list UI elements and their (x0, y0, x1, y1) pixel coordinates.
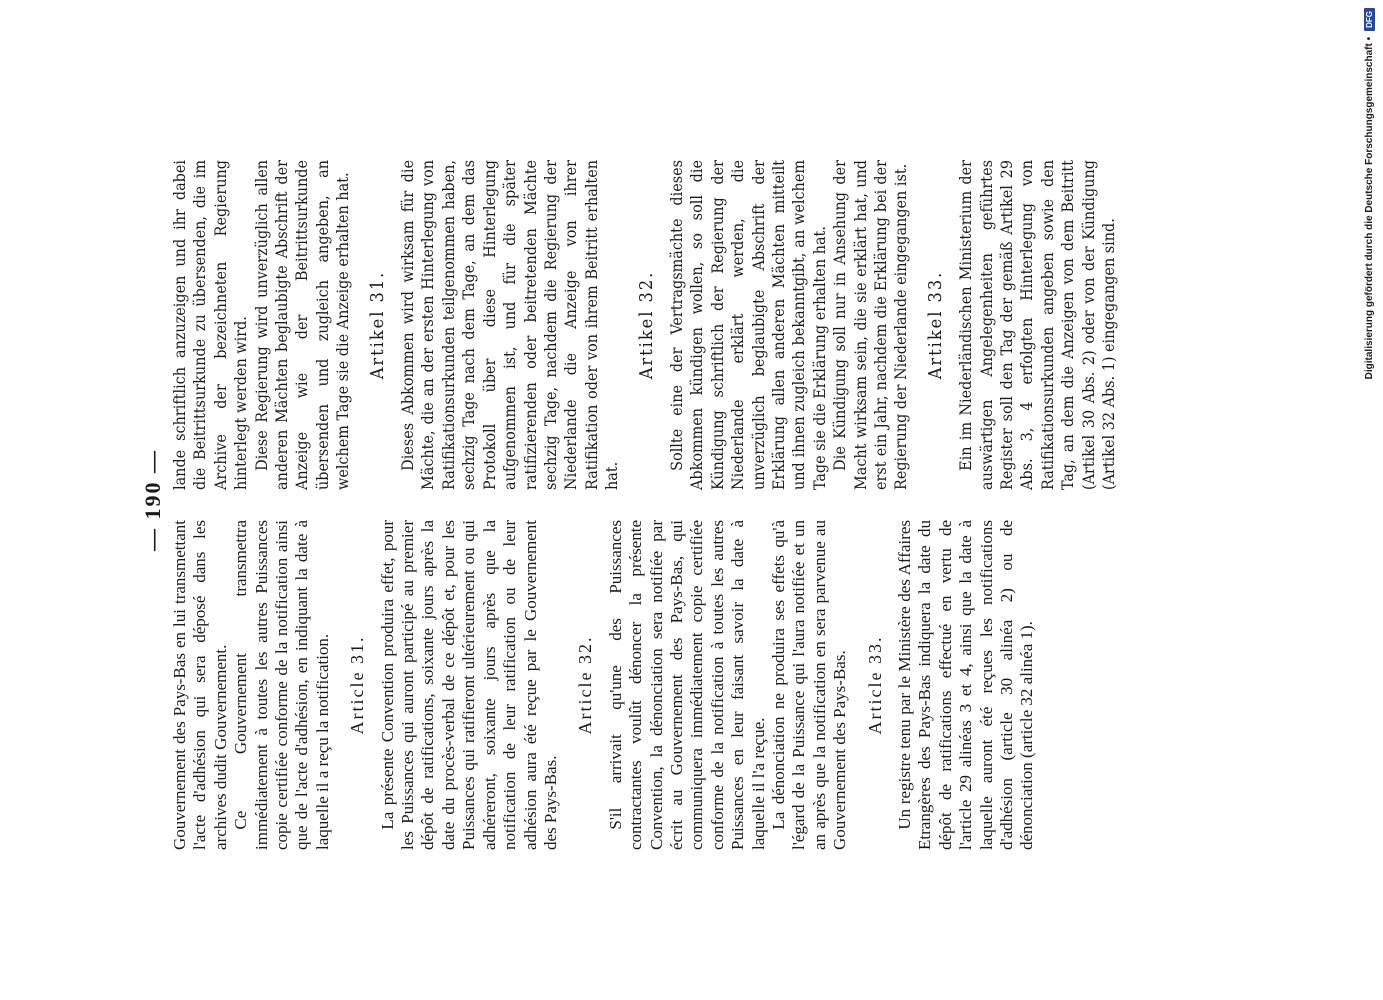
fr-intro-paragraph-1: Gouvernement des Pays-Bas en lui transmettant l'acte d'adhésion qui sera déposé dans les archives dudit Gouvernement. (170, 520, 230, 850)
french-column (170, 520, 1038, 850)
page-number: — 190 — (140, 449, 165, 551)
de-article-33-text: Ein im Niederländischen Ministerium der auswärtigen Angelegenheiten geführtes Register soll den Tag der gemäß Artikel 29 Abs. 3, 4 erfolgten Hinterlegung von Ratifikationsurkunden angeben sowie den Tag, an dem die Anzeigen von dem Beitritt (Artikel 30 Abs. 2) oder von der Kündigung (Artikel 32 Abs. 1) eingegangen sind. (956, 160, 1119, 490)
de-article-31-title: Artikel 31. (366, 270, 388, 380)
fr-article-32-paragraph-1: S'il arrivait qu'une des Puissances contractantes voulût dénoncer la présente Convention, la dénonciation sera notifiée par écrit au Gouvernement des Pays-Bas, qui communiquera immédiatement copie certifiée conforme de la notification à toutes les autres Puissances en leur faisant savoir la date à laquelle il l'a reçue. (605, 520, 768, 850)
de-article-33-title: Artikel 33. (924, 270, 946, 380)
fr-article-33-title: Article 33. (864, 635, 885, 735)
dfg-logo: DFG (1364, 8, 1375, 31)
de-article-32-paragraph-2: Die Kündigung soll nur in Ansehung der Macht wirksam sein, die sie erklärt hat, und erst ein Jahr, nachdem die Erklärung bei der Regierung der Niederlande eingegangen ist. (830, 160, 911, 490)
fr-article-31-title: Article 31. (347, 635, 368, 735)
de-intro-paragraph-2: Diese Regierung wird unverzüglich allen anderen Mächten beglaubigte Abschrift der Anzeige wie der Beitrittsurkunde übersenden und zugleich angeben, an welchem Tage sie die Anzeige erhalten hat. (251, 160, 353, 490)
de-intro-paragraph-1: lande schriftlich anzuzeigen und ihr dabei die Beitrittsurkunde zu übersenden, die im Archive der bezeichneten Regierung hinterlegt werden wird. (170, 160, 251, 490)
de-article-31-text: Dieses Abkommen wird wirksam für die Mächte, die an der ersten Hinterlegung von Ratifikationsurkunden teilgenommen haben, sechzig Tage nach dem Tage, an dem das Protokoll über diese Hinterlegung aufgenommen ist, und für die später ratifizierenden oder beitretenden Mächte sechzig Tage, nachdem die Regierung der Niederlande die Anzeige von ihrer Ratifikation oder von ihrem Beitritt erhalten hat. (398, 160, 622, 490)
credit-text: Digitalisierung gefördert durch die Deutsche Forschungsgemeinschaft • (1363, 36, 1375, 380)
german-column (170, 160, 1119, 490)
fr-article-32-paragraph-2: La dénonciation ne produira ses effets qu'à l'égard de la Puissance qui l'aura notifiée et un an après que la notification en sera parvenue au Gouvernement des Pays-Bas. (768, 520, 850, 850)
de-article-32-paragraph-1: Sollte eine der Vertragsmächte dieses Abkommen kündigen wollen, so soll die Kündigung schriftlich der Regierung der Niederlande erklärt werden, die unverzüglich beglaubigte Abschrift der Erklärung allen anderen Mächten mitteilt und ihnen zugleich bekanntgibt, an welchem Tage sie die Erklärung erhalten hat. (666, 160, 829, 490)
de-article-32-title: Artikel 32. (635, 270, 657, 380)
rotated-page (140, 150, 1340, 850)
fr-article-31-text: La présente Convention produira effet, pour les Puissances qui auront participé au premier dépôt de ratifications, soixante jours après la date du procès-verbal de ce dépôt et, pour les Puissances qui ratifieront ultérieurement ou qui adhéreront, soixante jours après que la notification de leur ratification ou de leur adhésion aura été reçue par le Gouvernement des Pays-Bas. (377, 520, 560, 850)
fr-intro-paragraph-2: Ce Gouvernement transmettra immédiatement à toutes les autres Puissances copie certifiée conforme de la notification ainsi que de l'acte d'adhésion, en indiquant la date à laquelle il a reçu la notification. (231, 520, 332, 850)
fr-article-32-title: Article 32. (575, 635, 596, 735)
digitization-credit (1361, 8, 1377, 648)
fr-article-33-text: Un registre tenu par le Ministère des Affaires Etrangères des Pays-Bas indiquera la date du dépôt de ratifications effectué en vertu de l'article 29 alinéas 3 et 4, ainsi que la date à laquelle auront été reçues les notifications d'adhésion (article 30 alinéa 2) ou de dénonciation (article 32 alinéa 1). (895, 520, 1037, 850)
